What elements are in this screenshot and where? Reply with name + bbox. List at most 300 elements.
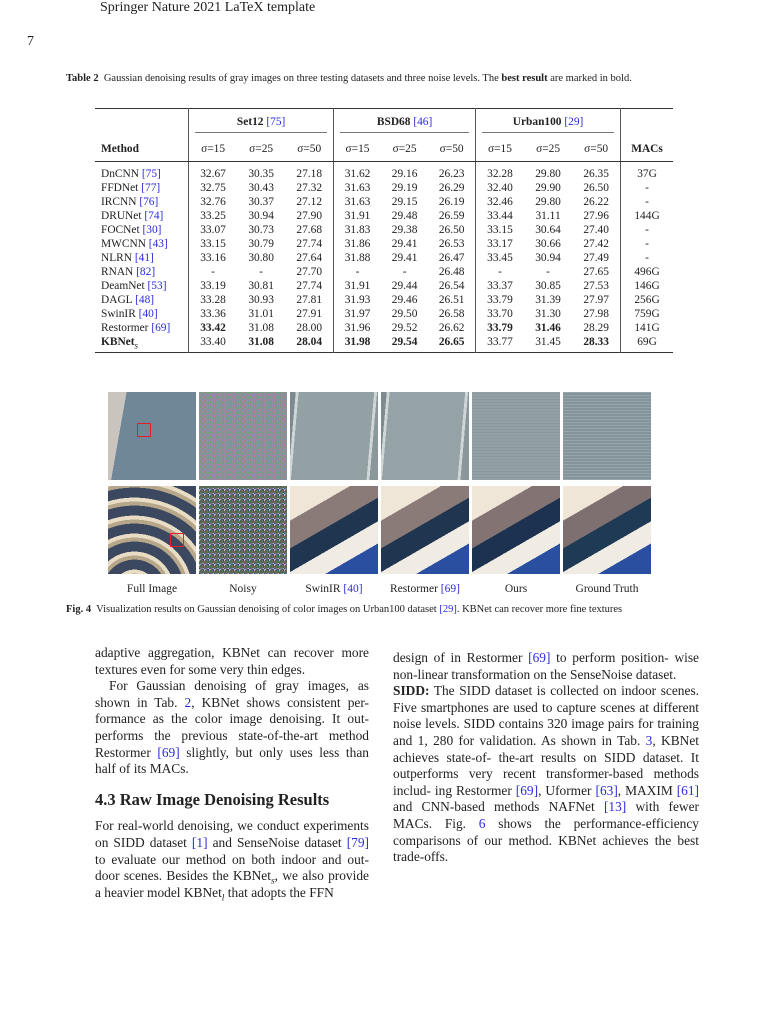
citation[interactable]: [74]	[144, 210, 164, 222]
value-cell: 26.51	[438, 294, 465, 306]
value-cell: 26.47	[438, 252, 465, 264]
value-cell: 26.58	[438, 308, 465, 320]
citation[interactable]: [76]	[139, 196, 159, 208]
value-cell: 28.33	[583, 336, 609, 348]
value-cell: 29.15	[391, 196, 418, 208]
group-header-inner	[340, 115, 469, 133]
method-name: KBNet	[101, 336, 135, 348]
method-cell	[95, 223, 189, 237]
figure-label	[197, 582, 289, 596]
table-label: Table 2	[66, 73, 99, 84]
text-line	[393, 833, 671, 848]
text-segment: , MAXIM	[617, 782, 677, 798]
text-line	[636, 667, 677, 682]
citation[interactable]: [82]	[136, 266, 156, 278]
value-cell: 31.93	[334, 293, 381, 307]
value-cell: 32.46	[476, 195, 524, 209]
value-cell: 27.91	[296, 308, 323, 320]
figure-label	[379, 582, 471, 596]
swinir-image-1	[290, 392, 378, 480]
section-heading: 4.3 Raw Image Denoising Results	[95, 789, 330, 809]
value-cell: 31.62	[334, 162, 381, 182]
method-name: Restormer	[101, 322, 149, 334]
text-line	[95, 852, 369, 867]
method-name: DRUNet	[101, 210, 142, 222]
value-cell: 29.16	[391, 168, 418, 180]
value-cell: 33.79	[476, 293, 524, 307]
figure-label	[561, 582, 653, 596]
left-column-text-2	[95, 818, 369, 904]
method-header: Method	[95, 137, 189, 162]
text-segment: SIDD:	[393, 683, 430, 699]
table-row	[95, 251, 673, 265]
restormer-image-1	[381, 392, 469, 480]
value-cell: 27.65	[583, 266, 609, 278]
paragraph	[393, 683, 699, 866]
citation[interactable]: [75]	[266, 116, 286, 128]
group-name: Set12	[236, 116, 264, 128]
text-segment: to evaluate our method on both indoor and out-	[95, 851, 369, 867]
value-cell: 30.94	[248, 210, 274, 222]
value-cell: 29.54	[391, 336, 418, 348]
group-header	[334, 109, 476, 138]
text-segment: comparisons of our method. KBNet achieves the	[393, 832, 672, 848]
method-cell	[95, 251, 189, 265]
value-cell: 31.83	[334, 223, 381, 237]
citation[interactable]: 6	[478, 815, 486, 831]
value-cell: 28.29	[583, 322, 609, 334]
empty-cell	[621, 109, 673, 138]
text-line	[95, 711, 369, 726]
text-segment: s	[270, 876, 275, 887]
citation[interactable]: [43]	[148, 238, 168, 250]
value-cell: -	[546, 266, 550, 278]
macs-cell: 37G	[621, 162, 673, 182]
text-line	[95, 695, 369, 710]
swinir-image-2	[290, 486, 378, 574]
page-number: 7	[27, 34, 34, 49]
text-segment: scenes. Five smartphones are used to capture	[393, 683, 699, 715]
method-name: FFDNet	[101, 182, 139, 194]
method-name: IRCNN	[101, 196, 137, 208]
value-cell: 26.50	[438, 224, 465, 236]
text-line	[95, 884, 334, 904]
value-cell: 33.15	[189, 237, 237, 251]
group-header-row	[95, 109, 673, 138]
text-line	[95, 835, 369, 850]
right-column-text	[393, 650, 699, 866]
value-cell: 31.63	[334, 195, 381, 209]
text-line	[95, 645, 369, 660]
value-cell: 27.42	[583, 238, 609, 250]
value-cell: 31.08	[248, 322, 274, 334]
table-row	[95, 335, 673, 353]
value-cell: 26.19	[438, 196, 465, 208]
citation[interactable]: 2	[184, 694, 192, 710]
text-segment: , KBNet achieves state-of-	[393, 732, 699, 765]
text-segment: shows the performance-efficiency	[485, 815, 699, 831]
value-cell: 32.75	[189, 181, 237, 195]
sigma-header: σ=15	[189, 137, 237, 162]
value-cell: 31.11	[535, 210, 561, 222]
text-segment: ing Restormer	[434, 782, 516, 798]
text-line	[393, 799, 699, 814]
method-cell	[95, 195, 189, 209]
value-cell: 29.80	[535, 168, 561, 180]
value-cell: 27.53	[583, 280, 609, 292]
table-row	[95, 307, 673, 321]
value-cell: 26.65	[438, 336, 465, 348]
citation[interactable]: [69]	[440, 583, 460, 595]
macs-cell: 146G	[621, 279, 673, 293]
value-cell: 33.28	[189, 293, 237, 307]
ours-image-2	[472, 486, 560, 574]
value-cell: 30.80	[248, 252, 274, 264]
method-name: FOCNet	[101, 224, 140, 236]
citation[interactable]: [69]	[151, 322, 171, 334]
value-cell: 27.81	[296, 294, 323, 306]
text-segment: and CNN-based methods NAFNet	[393, 799, 604, 815]
restormer-image-2	[381, 486, 469, 574]
value-cell: 27.74	[296, 280, 323, 292]
citation[interactable]: [69]	[515, 782, 539, 798]
text-line	[109, 678, 369, 693]
value-cell: 30.85	[535, 280, 561, 292]
value-cell: 29.46	[391, 294, 418, 306]
sigma-header: σ=15	[334, 137, 381, 162]
citation[interactable]: [29]	[564, 116, 584, 128]
citation[interactable]: [53]	[147, 280, 167, 292]
method-name: RNAN	[101, 266, 134, 278]
value-cell: 30.81	[248, 280, 274, 292]
running-head: Springer Nature 2021 LaTeX template	[100, 0, 316, 15]
text-segment: For Gaussian denoising of gray images, as	[109, 678, 369, 694]
label-text: Ours	[504, 583, 528, 595]
table-row	[95, 181, 673, 195]
citation[interactable]: [46]	[413, 116, 433, 128]
text-segment: a heavier model KBNet	[95, 884, 222, 900]
text-segment: dataset.	[635, 666, 677, 682]
macs-cell: -	[621, 195, 673, 209]
group-header-inner	[195, 115, 327, 133]
citation[interactable]: [29]	[439, 604, 457, 615]
method-cell	[95, 335, 189, 353]
value-cell: 33.36	[189, 307, 237, 321]
macs-cell: 496G	[621, 265, 673, 279]
value-cell: -	[189, 265, 237, 279]
text-segment: door scenes. Besides the KBNet	[95, 868, 271, 884]
value-cell: 27.32	[296, 182, 323, 194]
caption-bold: best result	[501, 73, 548, 84]
sigma-header-row	[95, 137, 673, 162]
text-line	[95, 868, 369, 887]
citation[interactable]: [63]	[595, 782, 618, 798]
value-cell: 27.90	[296, 210, 323, 222]
text-segment: slightly, but only uses less than half	[95, 744, 369, 777]
sigma-header: σ=50	[572, 137, 620, 162]
table-row	[95, 321, 673, 335]
citation[interactable]: [1]	[191, 834, 208, 850]
macs-cell: -	[621, 237, 673, 251]
ground-truth-image-2	[563, 486, 651, 574]
macs-header: MACs	[621, 137, 673, 162]
value-cell: 29.44	[391, 280, 418, 292]
macs-cell: 144G	[621, 209, 673, 223]
citation[interactable]: 3	[645, 732, 653, 748]
method-name: DAGL	[101, 294, 133, 306]
value-cell: 29.80	[535, 196, 561, 208]
text-segment: MACs. Fig.	[393, 815, 479, 831]
citation[interactable]: [77]	[141, 182, 161, 194]
group-header	[189, 109, 334, 138]
value-cell: 27.97	[583, 294, 609, 306]
citation[interactable]: [61]	[676, 782, 700, 798]
method-cell	[95, 162, 189, 182]
label-text: Noisy	[229, 583, 257, 595]
value-cell: 32.40	[476, 181, 524, 195]
text-segment: on SIDD dataset	[95, 834, 192, 850]
value-cell: 33.40	[189, 335, 237, 353]
full-image-image-1	[108, 392, 196, 480]
value-cell: 31.97	[334, 307, 381, 321]
method-name: SwinIR	[101, 308, 136, 320]
value-cell: 29.48	[391, 210, 418, 222]
value-cell: 26.54	[438, 280, 465, 292]
macs-cell: 256G	[621, 293, 673, 307]
value-cell: 33.77	[476, 335, 524, 353]
label-text: Restormer	[390, 583, 438, 595]
text-segment: formance as the color image denoising. It out-	[95, 711, 369, 727]
text-segment: to perform position-	[550, 650, 669, 665]
citation[interactable]: [13]	[603, 799, 627, 815]
macs-cell: 141G	[621, 321, 673, 335]
value-cell: 33.25	[189, 209, 237, 223]
method-subscript: s	[134, 340, 139, 351]
figure-label	[288, 582, 380, 596]
value-cell: 27.70	[296, 266, 323, 278]
value-cell: 26.53	[438, 238, 465, 250]
text-segment: of its MACs.	[119, 761, 189, 777]
text-segment: image pairs for training and 1, 280 for validation.	[393, 716, 699, 748]
text-segment: performs the previous state-of-the-art method	[95, 727, 369, 743]
value-cell: 27.98	[583, 308, 609, 320]
text-segment: design of in Restormer	[393, 650, 529, 665]
figure-label	[106, 582, 198, 596]
citation[interactable]: [41]	[134, 252, 154, 264]
text-segment: wise non-linear transformation on the SenseNoise	[393, 650, 699, 682]
value-cell: 27.40	[583, 224, 609, 236]
value-cell: 30.73	[248, 224, 274, 236]
sigma-header: σ=25	[381, 137, 428, 162]
method-name: DeamNet	[101, 280, 145, 292]
table-row	[95, 162, 673, 182]
citation[interactable]: [69]	[157, 744, 180, 760]
method-name: MWCNN	[101, 238, 146, 250]
value-cell: 30.93	[248, 294, 274, 306]
sigma-header: σ=50	[428, 137, 475, 162]
method-name: DnCNN	[101, 168, 139, 180]
paragraph	[393, 650, 699, 683]
sigma-header: σ=50	[285, 137, 333, 162]
value-cell: -	[402, 266, 407, 278]
value-cell: 29.41	[391, 252, 418, 264]
value-cell: 30.94	[535, 252, 561, 264]
value-cell: 31.46	[535, 322, 561, 334]
citation[interactable]: [48]	[135, 294, 155, 306]
value-cell: 33.19	[189, 279, 237, 293]
method-cell	[95, 307, 189, 321]
value-cell: 28.04	[296, 336, 323, 348]
citation[interactable]: [30]	[142, 224, 162, 236]
value-cell: 29.90	[535, 182, 561, 194]
sigma-header: σ=25	[237, 137, 285, 162]
paragraph	[95, 678, 369, 778]
value-cell: 29.41	[391, 238, 418, 250]
left-column	[95, 645, 369, 904]
value-cell: 31.91	[334, 209, 381, 223]
results-table	[95, 108, 673, 353]
value-cell: 27.18	[296, 168, 323, 180]
value-cell: 31.30	[535, 308, 561, 320]
caption-end: are marked in bold.	[550, 73, 632, 84]
text-segment: , Uformer	[538, 782, 596, 798]
method-name: NLRN	[101, 252, 133, 264]
value-cell: 31.98	[334, 335, 381, 353]
figure-label: Fig. 4	[66, 604, 92, 615]
value-cell: 31.86	[334, 237, 381, 251]
text-segment: , we also provide	[274, 868, 369, 884]
ours-image-1	[472, 392, 560, 480]
text-segment: scenes at different noise levels. SIDD contains 320	[393, 699, 699, 732]
value-cell: 33.79	[476, 321, 524, 335]
caption-text: . KBNet can recover more fine textures	[456, 604, 623, 615]
value-cell: 26.59	[438, 210, 465, 222]
table-row	[95, 293, 673, 307]
text-segment: adaptive aggregation, KBNet can recover more	[95, 645, 369, 660]
noisy-image-1	[199, 392, 287, 480]
value-cell: 30.66	[535, 238, 561, 250]
value-cell: 32.76	[189, 195, 237, 209]
group-name: Urban100	[512, 116, 562, 128]
value-cell: 30.64	[535, 224, 561, 236]
method-cell	[95, 265, 189, 279]
value-cell: 31.63	[334, 181, 381, 195]
value-cell: 32.28	[476, 162, 524, 182]
macs-cell: -	[621, 251, 673, 265]
table-caption	[66, 72, 696, 86]
value-cell: 31.01	[248, 308, 274, 320]
label-text: SwinIR	[305, 583, 341, 595]
value-cell: 30.43	[248, 182, 274, 194]
method-cell	[95, 321, 189, 335]
macs-cell: -	[621, 181, 673, 195]
text-line	[393, 650, 669, 665]
value-cell: 31.88	[334, 251, 381, 265]
value-cell: 33.37	[476, 279, 524, 293]
text-segment: For real-world denoising, we conduct experiments	[95, 818, 369, 834]
text-segment: best trade-offs.	[393, 832, 699, 865]
value-cell: 31.45	[535, 336, 561, 348]
group-name: BSD68	[376, 116, 411, 128]
value-cell: 27.12	[296, 196, 323, 208]
method-cell	[95, 209, 189, 223]
citation[interactable]: [69]	[528, 650, 551, 665]
figure-label	[470, 582, 562, 596]
value-cell: 26.29	[438, 182, 465, 194]
method-cell	[95, 181, 189, 195]
table-row	[95, 223, 673, 237]
table-row	[95, 195, 673, 209]
red-box-marker	[137, 423, 151, 437]
value-cell: 33.70	[476, 307, 524, 321]
group-header-inner	[482, 115, 614, 133]
table-row	[95, 209, 673, 223]
table-row	[95, 265, 673, 279]
noisy-image-2	[199, 486, 287, 574]
value-cell: 26.23	[438, 168, 465, 180]
method-cell	[95, 293, 189, 307]
group-header	[476, 109, 621, 138]
macs-cell: 69G	[621, 335, 673, 353]
value-cell: 31.91	[334, 279, 381, 293]
value-cell: 28.00	[296, 322, 323, 334]
text-segment: and SenseNoise dataset	[207, 834, 347, 850]
caption-text: Visualization results on Gaussian denoising of color images on Urban100 dataset	[96, 604, 437, 615]
value-cell: 30.35	[248, 168, 274, 180]
citation[interactable]: [40]	[343, 583, 363, 595]
table-row	[95, 279, 673, 293]
value-cell: 26.22	[583, 196, 609, 208]
text-line	[95, 662, 305, 677]
method-cell	[95, 279, 189, 293]
value-cell: 29.38	[391, 224, 418, 236]
text-line	[95, 728, 369, 743]
empty-cell	[95, 109, 189, 138]
value-cell: -	[476, 265, 524, 279]
value-cell: 29.52	[391, 322, 418, 334]
text-segment: very recent transformer-based methods includ-	[393, 766, 699, 798]
value-cell: 33.45	[476, 251, 524, 265]
macs-cell: -	[621, 223, 673, 237]
value-cell: 26.48	[438, 266, 465, 278]
text-segment: Restormer	[95, 744, 158, 760]
value-cell: 33.07	[189, 223, 237, 237]
value-cell: 33.17	[476, 237, 524, 251]
method-cell	[95, 237, 189, 251]
ground-truth-image-1	[563, 392, 651, 480]
left-column-text	[95, 645, 369, 778]
red-box-marker	[170, 533, 184, 547]
value-cell: 27.68	[296, 224, 323, 236]
label-text: Full Image	[126, 583, 178, 595]
value-cell: 27.74	[296, 238, 323, 250]
value-cell: 27.49	[583, 252, 609, 264]
sigma-header: σ=25	[524, 137, 572, 162]
citation[interactable]: [75]	[141, 168, 161, 180]
value-cell: 31.08	[248, 336, 274, 348]
text-line	[95, 818, 369, 833]
paragraph	[95, 818, 369, 904]
citation[interactable]: [40]	[138, 308, 158, 320]
text-segment: The SIDD dataset is collected on indoor	[429, 683, 657, 699]
full-image-image-2	[108, 486, 196, 574]
citation[interactable]: [79]	[346, 834, 369, 850]
table-row	[95, 237, 673, 251]
text-segment: shown in Tab.	[95, 694, 185, 710]
text-segment: that adopts the FFN	[224, 884, 334, 900]
text-segment: with fewer	[626, 799, 699, 815]
value-cell: 33.16	[189, 251, 237, 265]
